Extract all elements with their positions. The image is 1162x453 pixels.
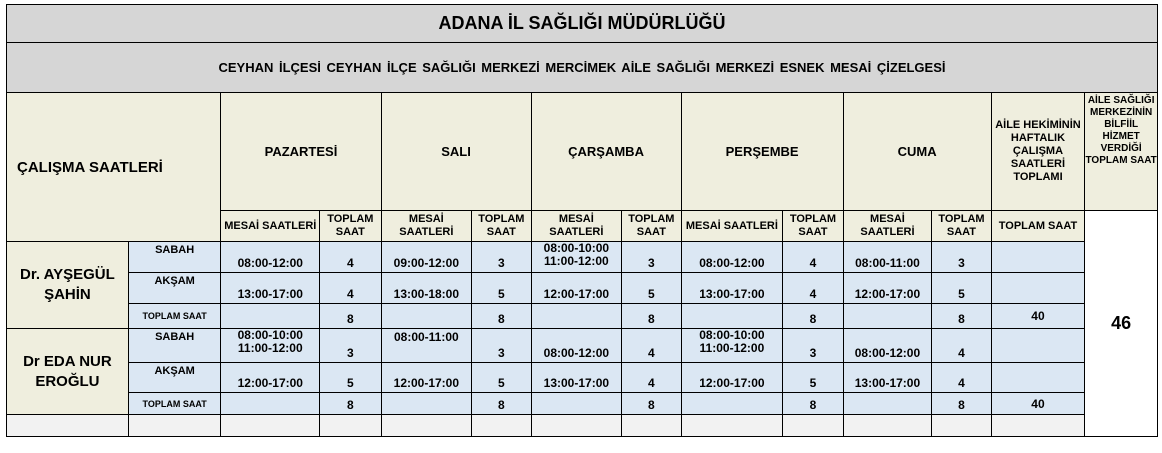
time-cell: 08:00-10:00 11:00-12:00 [531,242,622,273]
schedule-table [6,4,1158,437]
empty-cell [991,415,1085,437]
daily-total: 8 [932,393,991,415]
hours-cell: 3 [932,242,991,273]
total-empty [681,304,783,329]
total-empty [381,304,472,329]
page-title: ADANA İL SAĞLIĞI MÜDÜRLÜĞÜ [7,5,1158,43]
weekly-total-value: 40 [991,393,1085,415]
hours-cell: 3 [783,329,843,363]
daily-total: 8 [320,393,381,415]
working-hours-header: ÇALIŞMA SAATLERİ [7,93,221,242]
total-empty [843,393,932,415]
schedule-sheet [6,4,1158,437]
total-empty [531,304,622,329]
daily-total: 8 [783,393,843,415]
shift-label-aksam: AKŞAM [128,363,221,393]
hours-cell: 5 [622,273,681,304]
doctor-name: Dr EDA NUR EROĞLU [7,329,129,415]
time-cell: 08:00-11:00 [843,242,932,273]
mesai-header: MESAİ SAATLERİ [381,211,472,242]
time-cell: 13:00-18:00 [381,273,472,304]
shift-label-sabah: SABAH [128,242,221,273]
empty-cell [7,415,129,437]
day-header-friday: CUMA [843,93,991,211]
time-cell: 13:00-17:00 [843,363,932,393]
center-total-header: AİLE SAĞLIĞI MERKEZİNİN BİLFİİL HİZMET VERDİĞİ TOPLAM SAAT [1085,93,1158,211]
hours-cell: 5 [472,363,531,393]
empty-cell [681,415,783,437]
hours-cell: 4 [622,329,681,363]
mesai-header: MESAİ SAATLERİ [681,211,783,242]
center-total-value: 46 [1085,211,1158,437]
empty-cell [783,415,843,437]
daily-total: 8 [783,304,843,329]
empty-cell [843,415,932,437]
total-empty [843,304,932,329]
daily-total: 8 [472,393,531,415]
hours-cell: 4 [783,273,843,304]
hours-cell: 4 [932,329,991,363]
weekly-total-empty [991,273,1085,304]
toplam-wide-header: TOPLAM SAAT [991,211,1085,242]
hours-cell: 4 [320,242,381,273]
empty-cell [622,415,681,437]
hours-cell: 5 [320,363,381,393]
toplam-header: TOPLAM SAAT [932,211,991,242]
empty-cell [381,415,472,437]
empty-cell [320,415,381,437]
time-cell: 13:00-17:00 [681,273,783,304]
hours-cell: 5 [472,273,531,304]
time-cell: 12:00-17:00 [681,363,783,393]
doctor-name: Dr. AYŞEGÜL ŞAHİN [7,242,129,329]
empty-cell [932,415,991,437]
weekly-total-empty [991,329,1085,363]
daily-total: 8 [320,304,381,329]
time-cell: 08:00-12:00 [531,329,622,363]
mesai-header: MESAİ SAATLERİ [531,211,622,242]
hours-cell: 3 [472,329,531,363]
time-cell: 08:00-12:00 [221,242,320,273]
time-cell: 13:00-17:00 [531,363,622,393]
time-cell: 09:00-12:00 [381,242,472,273]
empty-cell [221,415,320,437]
weekly-total-empty [991,242,1085,273]
mesai-header: MESAİ SAATLERİ [843,211,932,242]
hours-cell: 4 [622,363,681,393]
total-empty [681,393,783,415]
empty-cell [531,415,622,437]
total-empty [221,304,320,329]
hours-cell: 3 [472,242,531,273]
total-empty [531,393,622,415]
time-cell: 08:00-12:00 [681,242,783,273]
daily-total: 8 [472,304,531,329]
time-cell: 12:00-17:00 [843,273,932,304]
time-cell: 13:00-17:00 [221,273,320,304]
hours-cell: 3 [320,329,381,363]
daily-total: 8 [932,304,991,329]
empty-cell [472,415,531,437]
daily-total: 8 [622,393,681,415]
page-subtitle: CEYHAN İLÇESİ CEYHAN İLÇE SAĞLIĞI MERKEZİ MERCİMEK AİLE SAĞLIĞI MERKEZİ ESNEK MESAİ ÇİZELGESİ [7,43,1158,93]
time-cell: 08:00-10:00 11:00-12:00 [221,329,320,363]
hours-cell: 4 [932,363,991,393]
hours-cell: 3 [622,242,681,273]
hours-cell: 4 [320,273,381,304]
toplam-header: TOPLAM SAAT [783,211,843,242]
hours-cell: 5 [783,363,843,393]
weekly-total-empty [991,363,1085,393]
time-cell: 12:00-17:00 [221,363,320,393]
day-header-tuesday: SALI [381,93,531,211]
time-cell: 12:00-17:00 [381,363,472,393]
weekly-total-header: AİLE HEKİMİNİN HAFTALIK ÇALIŞMA SAATLERİ TOPLAMI [991,93,1085,211]
time-cell: 08:00-11:00 [381,329,472,363]
shift-label-sabah: SABAH [128,329,221,363]
day-header-monday: PAZARTESİ [221,93,381,211]
shift-label-aksam: AKŞAM [128,273,221,304]
time-cell: 08:00-12:00 [843,329,932,363]
toplam-header: TOPLAM SAAT [472,211,531,242]
empty-cell [128,415,221,437]
daily-total: 8 [622,304,681,329]
mesai-header: MESAİ SAATLERİ [221,211,320,242]
toplam-header: TOPLAM SAAT [320,211,381,242]
day-header-thursday: PERŞEMBE [681,93,843,211]
shift-label-total: TOPLAM SAAT [128,304,221,329]
time-cell: 12:00-17:00 [531,273,622,304]
weekly-total-value: 40 [991,304,1085,329]
day-header-wednesday: ÇARŞAMBA [531,93,681,211]
time-cell: 08:00-10:00 11:00-12:00 [681,329,783,363]
toplam-header: TOPLAM SAAT [622,211,681,242]
total-empty [221,393,320,415]
total-empty [381,393,472,415]
shift-label-total: TOPLAM SAAT [128,393,221,415]
hours-cell: 5 [932,273,991,304]
hours-cell: 4 [783,242,843,273]
